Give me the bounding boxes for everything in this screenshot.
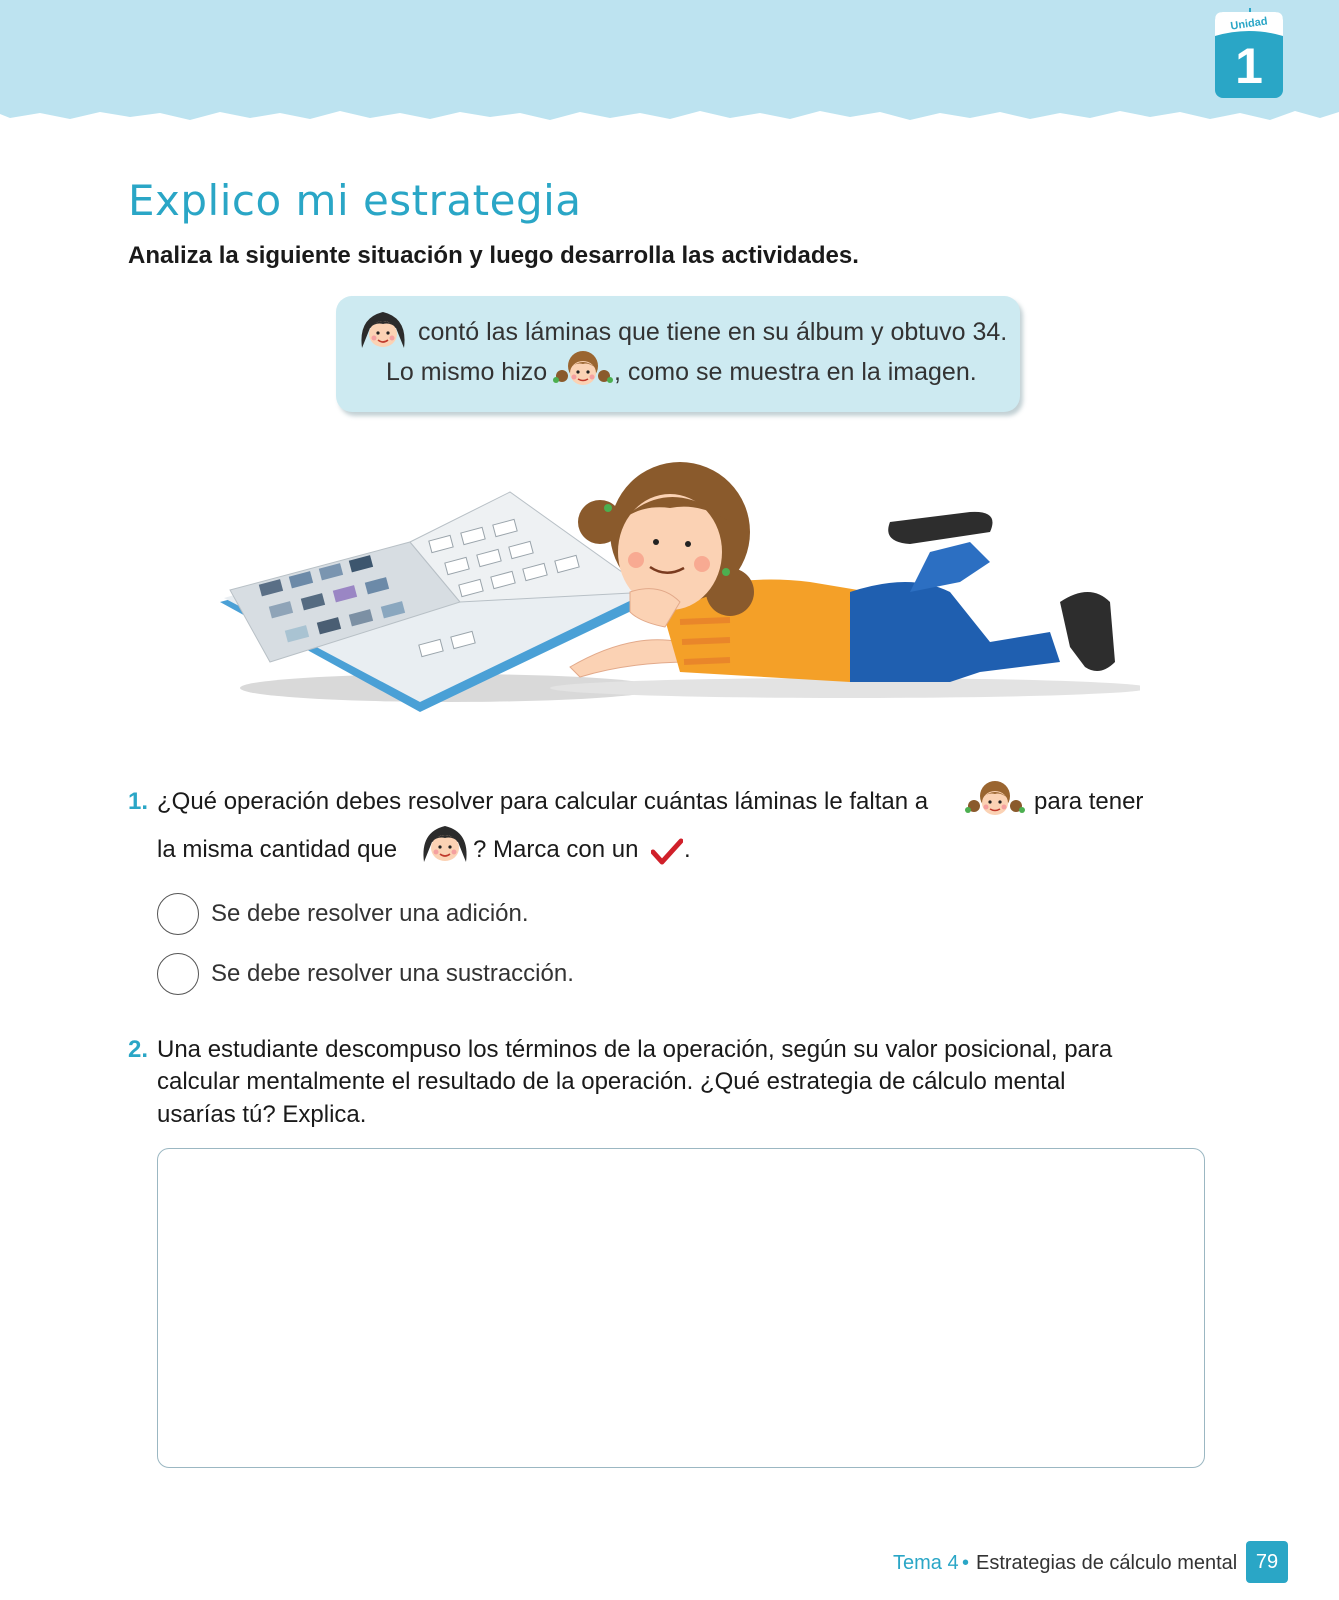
unit-number: 1 [1235,38,1263,94]
question-2-line3: usarías tú? Explica. [157,1101,367,1128]
answer-box[interactable] [157,1148,1205,1468]
question-1-text-part5: . [684,836,691,863]
instruction-text: Analiza la siguiente situación y luego desarrolla las actividades. [128,242,859,269]
header-band [0,0,1339,130]
footer-label: Estrategias de cálculo mental [976,1552,1238,1574]
footer-topic: Tema 4 [893,1552,959,1574]
question-2-number: 2. [128,1036,149,1063]
option-subtraction-radio[interactable] [157,953,199,995]
girl-curly-hair-icon [552,350,614,397]
girl-album-illustration [210,452,1140,742]
question-1-text-part4: ? Marca con un [473,836,639,863]
bubble-line-1: contó las láminas que tiene en su álbum y obtuvo 34. [418,318,1008,346]
girl-dark-hair-icon [418,822,472,871]
section-title: Explico mi estrategia [128,176,582,225]
question-1-text-part1: ¿Qué operación debes resolver para calcular cuántas láminas le faltan a [157,788,929,815]
page-number: 79 [1246,1541,1288,1583]
girl-dark-hair-icon [356,308,410,357]
unit-tab [1213,8,1285,100]
option-subtraction-label: Se debe resolver una sustracción. [211,960,574,987]
question-1-text-part3: la misma cantidad que [157,836,398,863]
unit-label: Unidad [1229,15,1269,33]
question-2-line1: Una estudiante descompuso los términos de la operación, según su valor posicional, para [157,1036,1113,1063]
bubble-line-2-start: Lo mismo hizo [386,358,548,386]
bubble-line-2-end: , como se muestra en la imagen. [614,358,977,386]
question-2-line2: calcular mentalmente el resultado de la operación. ¿Qué estrategia de cálculo mental [157,1068,1066,1095]
question-1-number: 1. [128,788,149,815]
situation-bubble [336,296,1020,412]
option-addition-radio[interactable] [157,893,199,935]
girl-curly-hair-icon [964,780,1026,827]
footer-separator: • [962,1552,970,1574]
checkmark-icon [651,838,683,871]
question-1-text-part2: para tener [1034,788,1144,815]
option-addition-label: Se debe resolver una adición. [211,900,529,927]
